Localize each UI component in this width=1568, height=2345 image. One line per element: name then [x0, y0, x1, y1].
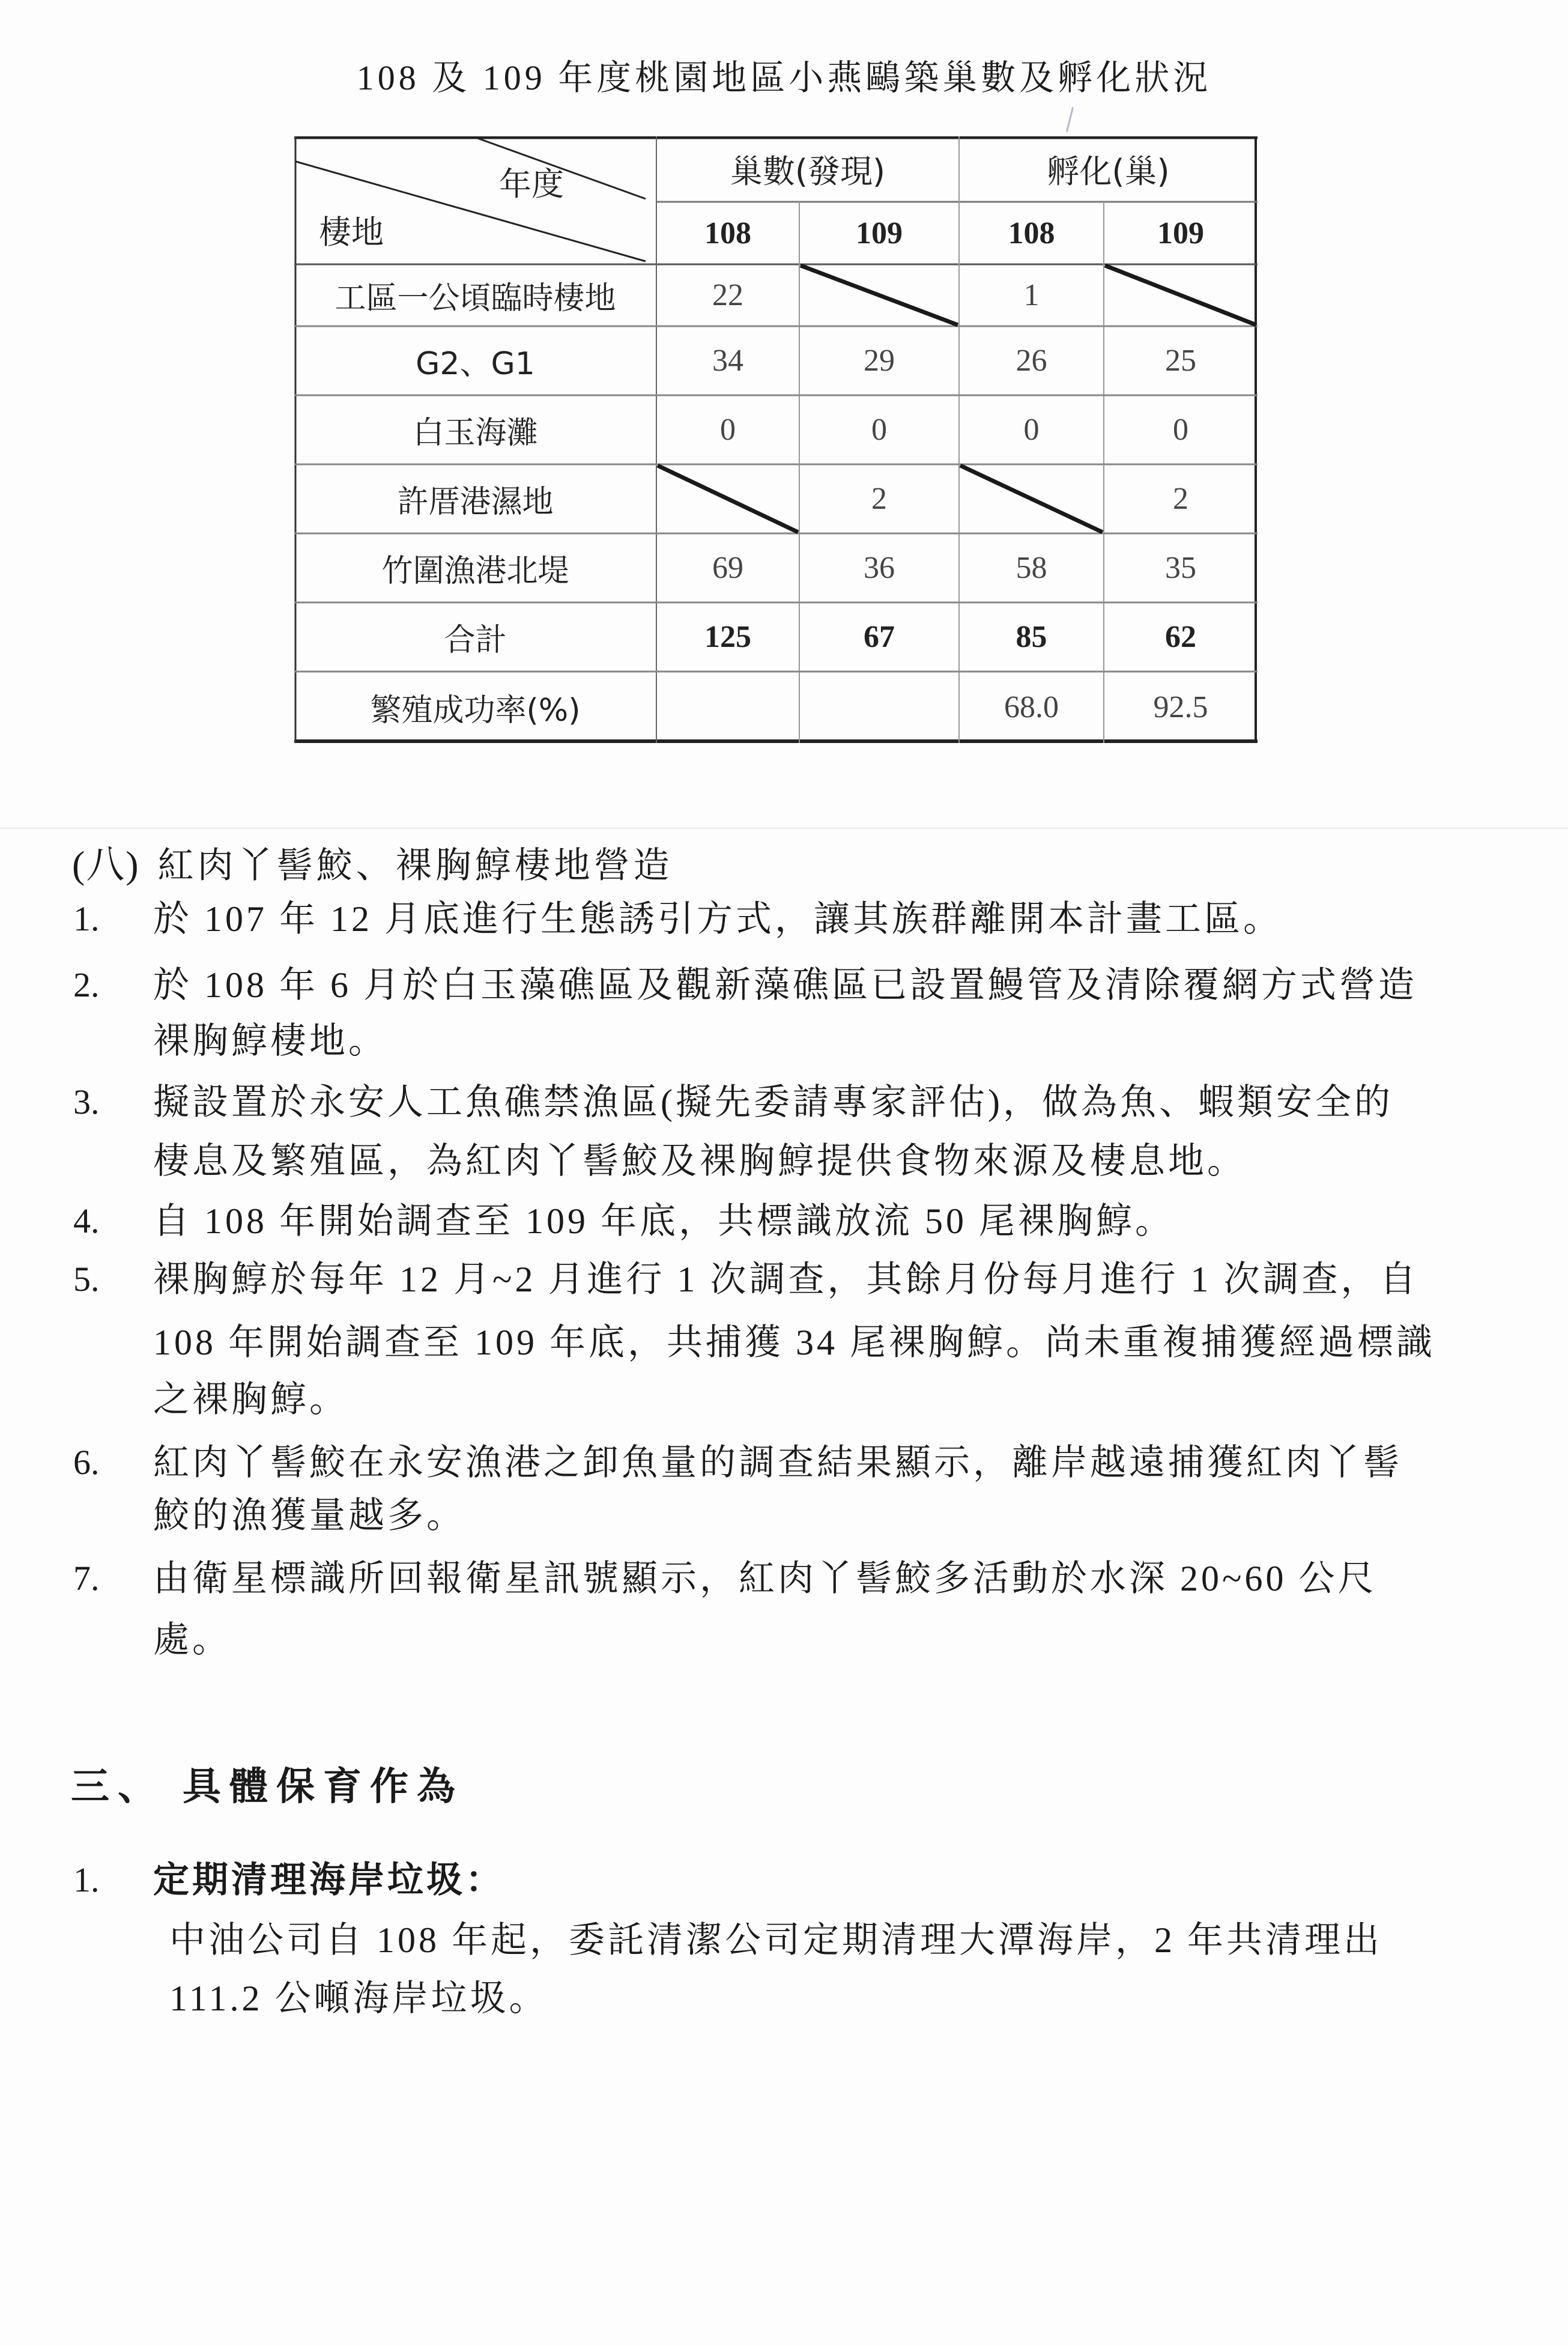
- list-number: 1.: [73, 1860, 100, 1899]
- list-number: 3.: [73, 1082, 100, 1121]
- section-heading-3: 三、 具體保育作為: [71, 1765, 464, 1808]
- table-cell: 67: [864, 620, 895, 654]
- section-heading-8: [72, 841, 673, 890]
- table-cell: [656, 672, 799, 743]
- row-label: 工區一公頃臨時棲地: [334, 281, 616, 317]
- list-item-text: 由衛星標識所回報衛星訊號顯示，紅肉丫髻鮫多活動於水深 20~60 公尺: [153, 1559, 1377, 1598]
- table-cell: 29: [864, 344, 895, 378]
- table-cell: 125: [704, 620, 751, 654]
- list-item-text: 於 107 年 12 月底進行生態誘引方式，讓其族群離開本計畫工區。: [153, 899, 1282, 939]
- list-item-text: 鮫的漁獲量越多。: [153, 1496, 465, 1535]
- table-cell: 25: [1165, 344, 1196, 378]
- table-cell: 85: [1016, 620, 1047, 654]
- table-cell: 0: [1023, 413, 1040, 447]
- list-item-text: 之裸胸鯙。: [153, 1380, 348, 1419]
- corner-habitat-label: 棲地: [319, 213, 384, 251]
- table-cell: 0: [871, 413, 887, 447]
- list-number: 2.: [73, 965, 100, 1004]
- table-cell: [656, 464, 799, 533]
- table-cell: [799, 264, 959, 326]
- list-item-text: 擬設置於永安人工魚礁禁漁區(擬先委請專家評估)，做為魚、蝦類安全的: [153, 1082, 1393, 1122]
- table-cell: 62: [1165, 620, 1196, 654]
- section-number: (八): [72, 843, 140, 886]
- table-cell: 22: [712, 278, 743, 312]
- group-header-nests: 巢數(發現): [730, 153, 886, 190]
- list-number: 4.: [73, 1201, 100, 1240]
- table-cell: 2: [1173, 482, 1188, 516]
- list-item-text: 中油公司自 108 年起，委託清潔公司定期清理大潭海岸，2 年共清理出: [169, 1920, 1382, 1960]
- table-cell: 58: [1016, 551, 1047, 585]
- table-cell: 35: [1165, 551, 1196, 585]
- list-item-text: 111.2 公噸海岸垃圾。: [169, 1979, 548, 2018]
- row-label: 繁殖成功率(%): [370, 693, 581, 729]
- year-header: 109: [1157, 216, 1204, 250]
- nesting-table: [294, 136, 1258, 743]
- table-cell: 92.5: [1153, 690, 1208, 724]
- row-label: 竹圍漁港北堤: [381, 553, 569, 589]
- table-cell: 36: [864, 551, 895, 585]
- table-cell: 0: [720, 413, 736, 447]
- group-header-hatched: 孵化(巢): [1047, 153, 1170, 190]
- year-header: 108: [1008, 216, 1055, 250]
- corner-year-label: 年度: [499, 165, 564, 203]
- table-cell: 1: [1023, 278, 1040, 312]
- list-item-text: 自 108 年開始調查至 109 年底，共標識放流 50 尾裸胸鯙。: [153, 1201, 1174, 1241]
- year-header: 108: [704, 216, 751, 250]
- table-cell: [959, 464, 1104, 533]
- row-label: 白玉海灘: [413, 415, 538, 451]
- list-item-text: 裸胸鯙於每年 12 月~2 月進行 1 次調查，其餘月份每月進行 1 次調查，自: [153, 1260, 1419, 1299]
- list-item-title: 定期清理海岸垃圾：: [153, 1860, 504, 1900]
- row-label: 合計: [444, 622, 507, 658]
- section-title: 紅肉丫髻鮫、裸胸鯙棲地營造: [157, 846, 673, 885]
- table-cell: 0: [1173, 413, 1188, 447]
- list-item-text: 紅肉丫髻鮫在永安漁港之卸魚量的調查結果顯示，離岸越遠捕獲紅肉丫髻: [153, 1443, 1402, 1482]
- list-number: 6.: [73, 1443, 100, 1482]
- list-number: 5.: [73, 1260, 100, 1299]
- list-item-text: 處。: [153, 1620, 231, 1660]
- list-item-text: 108 年開始調查至 109 年底，共捕獲 34 尾裸胸鯙。尚未重複捕獲經過標識: [153, 1323, 1435, 1362]
- list-number: 7.: [73, 1559, 100, 1598]
- table-cell: 69: [712, 551, 743, 585]
- scan-artifact: [0, 828, 1568, 829]
- table-cell: [799, 672, 959, 743]
- list-item-text: 棲息及繁殖區，為紅肉丫髻鮫及裸胸鯙提供食物來源及棲息地。: [153, 1141, 1246, 1181]
- list-item-text: 於 108 年 6 月於白玉藻礁區及觀新藻礁區已設置鰻管及清除覆網方式營造: [153, 965, 1417, 1005]
- year-header: 109: [856, 216, 903, 250]
- list-number: 1.: [73, 899, 100, 938]
- table-cell: 26: [1016, 344, 1047, 378]
- pen-mark: [1066, 107, 1074, 132]
- row-label: 許厝港濕地: [397, 484, 554, 520]
- table-cell: [1104, 264, 1258, 326]
- row-label: G2、G1: [416, 346, 535, 382]
- table-cell: 68.0: [1004, 690, 1059, 724]
- table-cell: 34: [712, 344, 743, 378]
- document-title: 108 及 109 年度桃園地區小燕鷗築巢數及孵化狀況: [356, 58, 1212, 97]
- table-cell: 2: [871, 482, 887, 516]
- list-item-text: 裸胸鯙棲地。: [153, 1021, 387, 1061]
